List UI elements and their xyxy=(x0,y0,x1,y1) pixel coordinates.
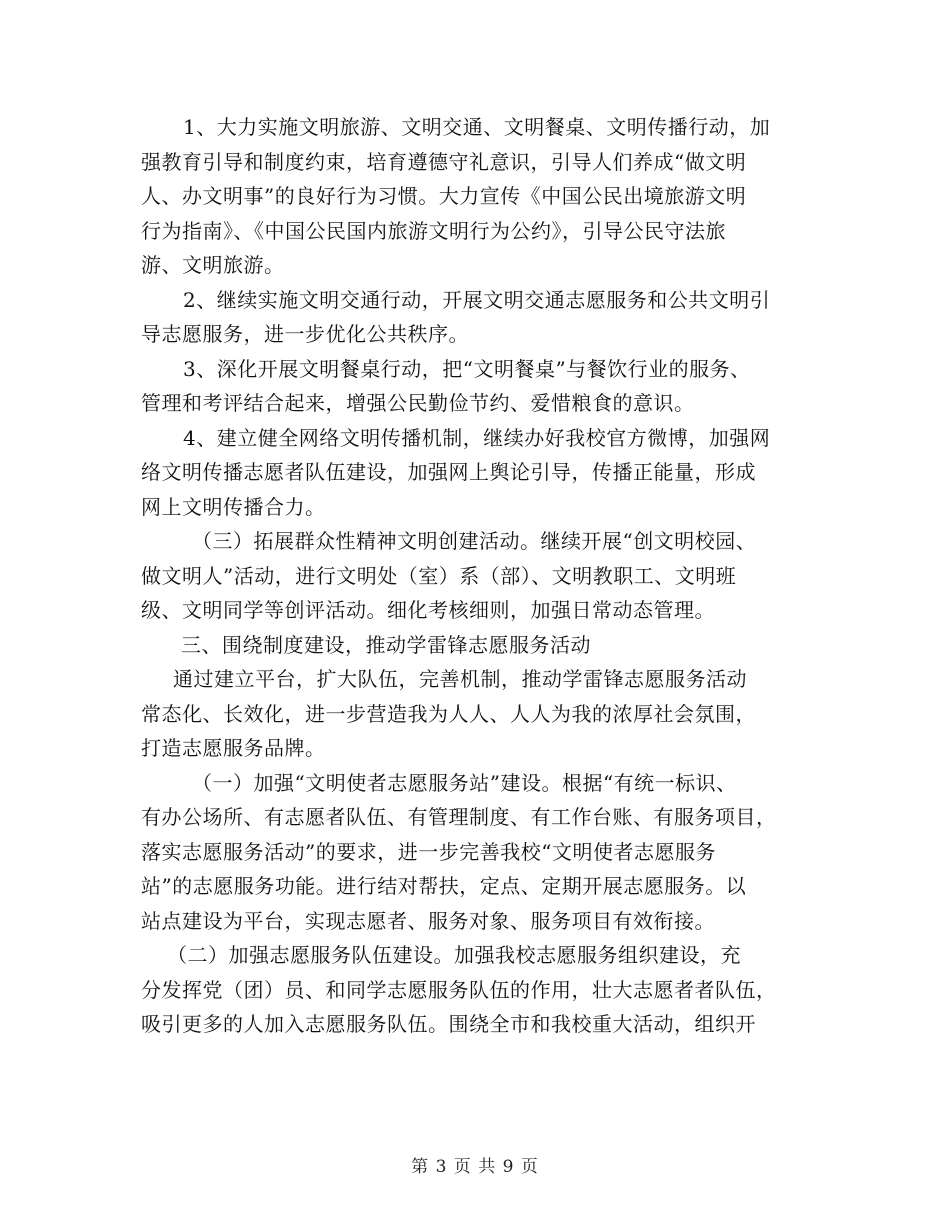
text-line: 4、建立健全网络文明传播机制，继续办好我校官方微博，加强网 xyxy=(183,425,771,450)
page-footer: 第 3 页 共 9 页 xyxy=(411,1157,539,1177)
text-line: 站”的志愿服务功能。进行结对帮扶，定点、定期开展志愿服务。以 xyxy=(141,874,747,898)
text-line: 落实志愿服务活动”的要求，进一步完善我校“文明使者志愿服务 xyxy=(141,839,716,864)
paragraph xyxy=(141,352,811,421)
text-line: 游、文明旅游。 xyxy=(141,253,285,277)
paragraph xyxy=(141,628,811,663)
text-line: 2、继续实施文明交通行动，开展文明交通志愿服务和公共文明引 xyxy=(183,287,771,312)
text-line: 站点建设为平台，实现志愿者、服务对象、服务项目有效衔接。 xyxy=(141,908,715,933)
text-line: 吸引更多的人加入志愿服务队伍。围绕全市和我校重大活动，组织开 xyxy=(141,1012,756,1036)
text-line: 做文明人”活动，进行文明处（室）系（部）、文明教职工、文明班 xyxy=(141,563,737,588)
text-line: 三、围绕制度建设，推动学雷锋志愿服务活动 xyxy=(181,632,591,657)
text-line: 有办公场所、有志愿者队伍、有管理制度、有工作台账、有服务项目， xyxy=(141,805,777,829)
text-line: 分发挥党（团）员、和同学志愿服务队伍的作用，壮大志愿者者队伍， xyxy=(141,977,777,1002)
paragraph xyxy=(141,524,811,628)
text-line: 络文明传播志愿者队伍建设，加强网上舆论引导，传播正能量，形成 xyxy=(141,460,756,484)
text-line: 打造志愿服务品牌。 xyxy=(141,736,326,760)
text-line: 人、办文明事”的良好行为习惯。大力宣传《中国公民出境旅游文明 xyxy=(141,184,747,208)
text-line: （三）拓展群众性精神文明创建活动。继续开展“创文明校园、 xyxy=(192,529,757,553)
text-line: 通过建立平台，扩大队伍，完善机制，推动学雷锋志愿服务活动 xyxy=(173,667,747,691)
text-line: 1、大力实施文明旅游、文明交通、文明餐桌、文明传播行动，加 xyxy=(183,115,771,139)
text-line: 3、深化开展文明餐桌行动，把“文明餐桌”与餐饮行业的服务、 xyxy=(183,356,751,381)
text-line: 级、文明同学等创评活动。细化考核细则，加强日常动态管理。 xyxy=(141,598,715,622)
paragraph xyxy=(141,110,811,283)
text-line: 常态化、长效化，进一步营造我为人人、人人为我的浓厚社会氛围， xyxy=(141,701,756,726)
paragraph xyxy=(141,662,811,766)
text-line: （一）加强“文明使者志愿服务站”建设。根据“有统一标识、 xyxy=(192,770,737,795)
document-body xyxy=(141,110,811,1042)
paragraph xyxy=(141,283,811,352)
text-line: 网上文明传播合力。 xyxy=(141,494,326,519)
paragraph xyxy=(141,421,811,525)
text-line: 导志愿服务，进一步优化公共秩序。 xyxy=(141,322,469,346)
paragraph xyxy=(141,766,811,939)
text-line: 强教育引导和制度约束，培育遵德守礼意识，引导人们养成“做文明 xyxy=(141,149,747,174)
paragraph xyxy=(141,938,811,1042)
text-line: 行为指南》、《中国公民国内旅游文明行为公约》，引导公民守法旅 xyxy=(141,218,726,243)
text-line: （二）加强志愿服务队伍建设。加强我校志愿服务组织建设，充 xyxy=(167,943,741,967)
text-line: 管理和考评结合起来，增强公民勤俭节约、爱惜粮食的意识。 xyxy=(141,391,695,415)
